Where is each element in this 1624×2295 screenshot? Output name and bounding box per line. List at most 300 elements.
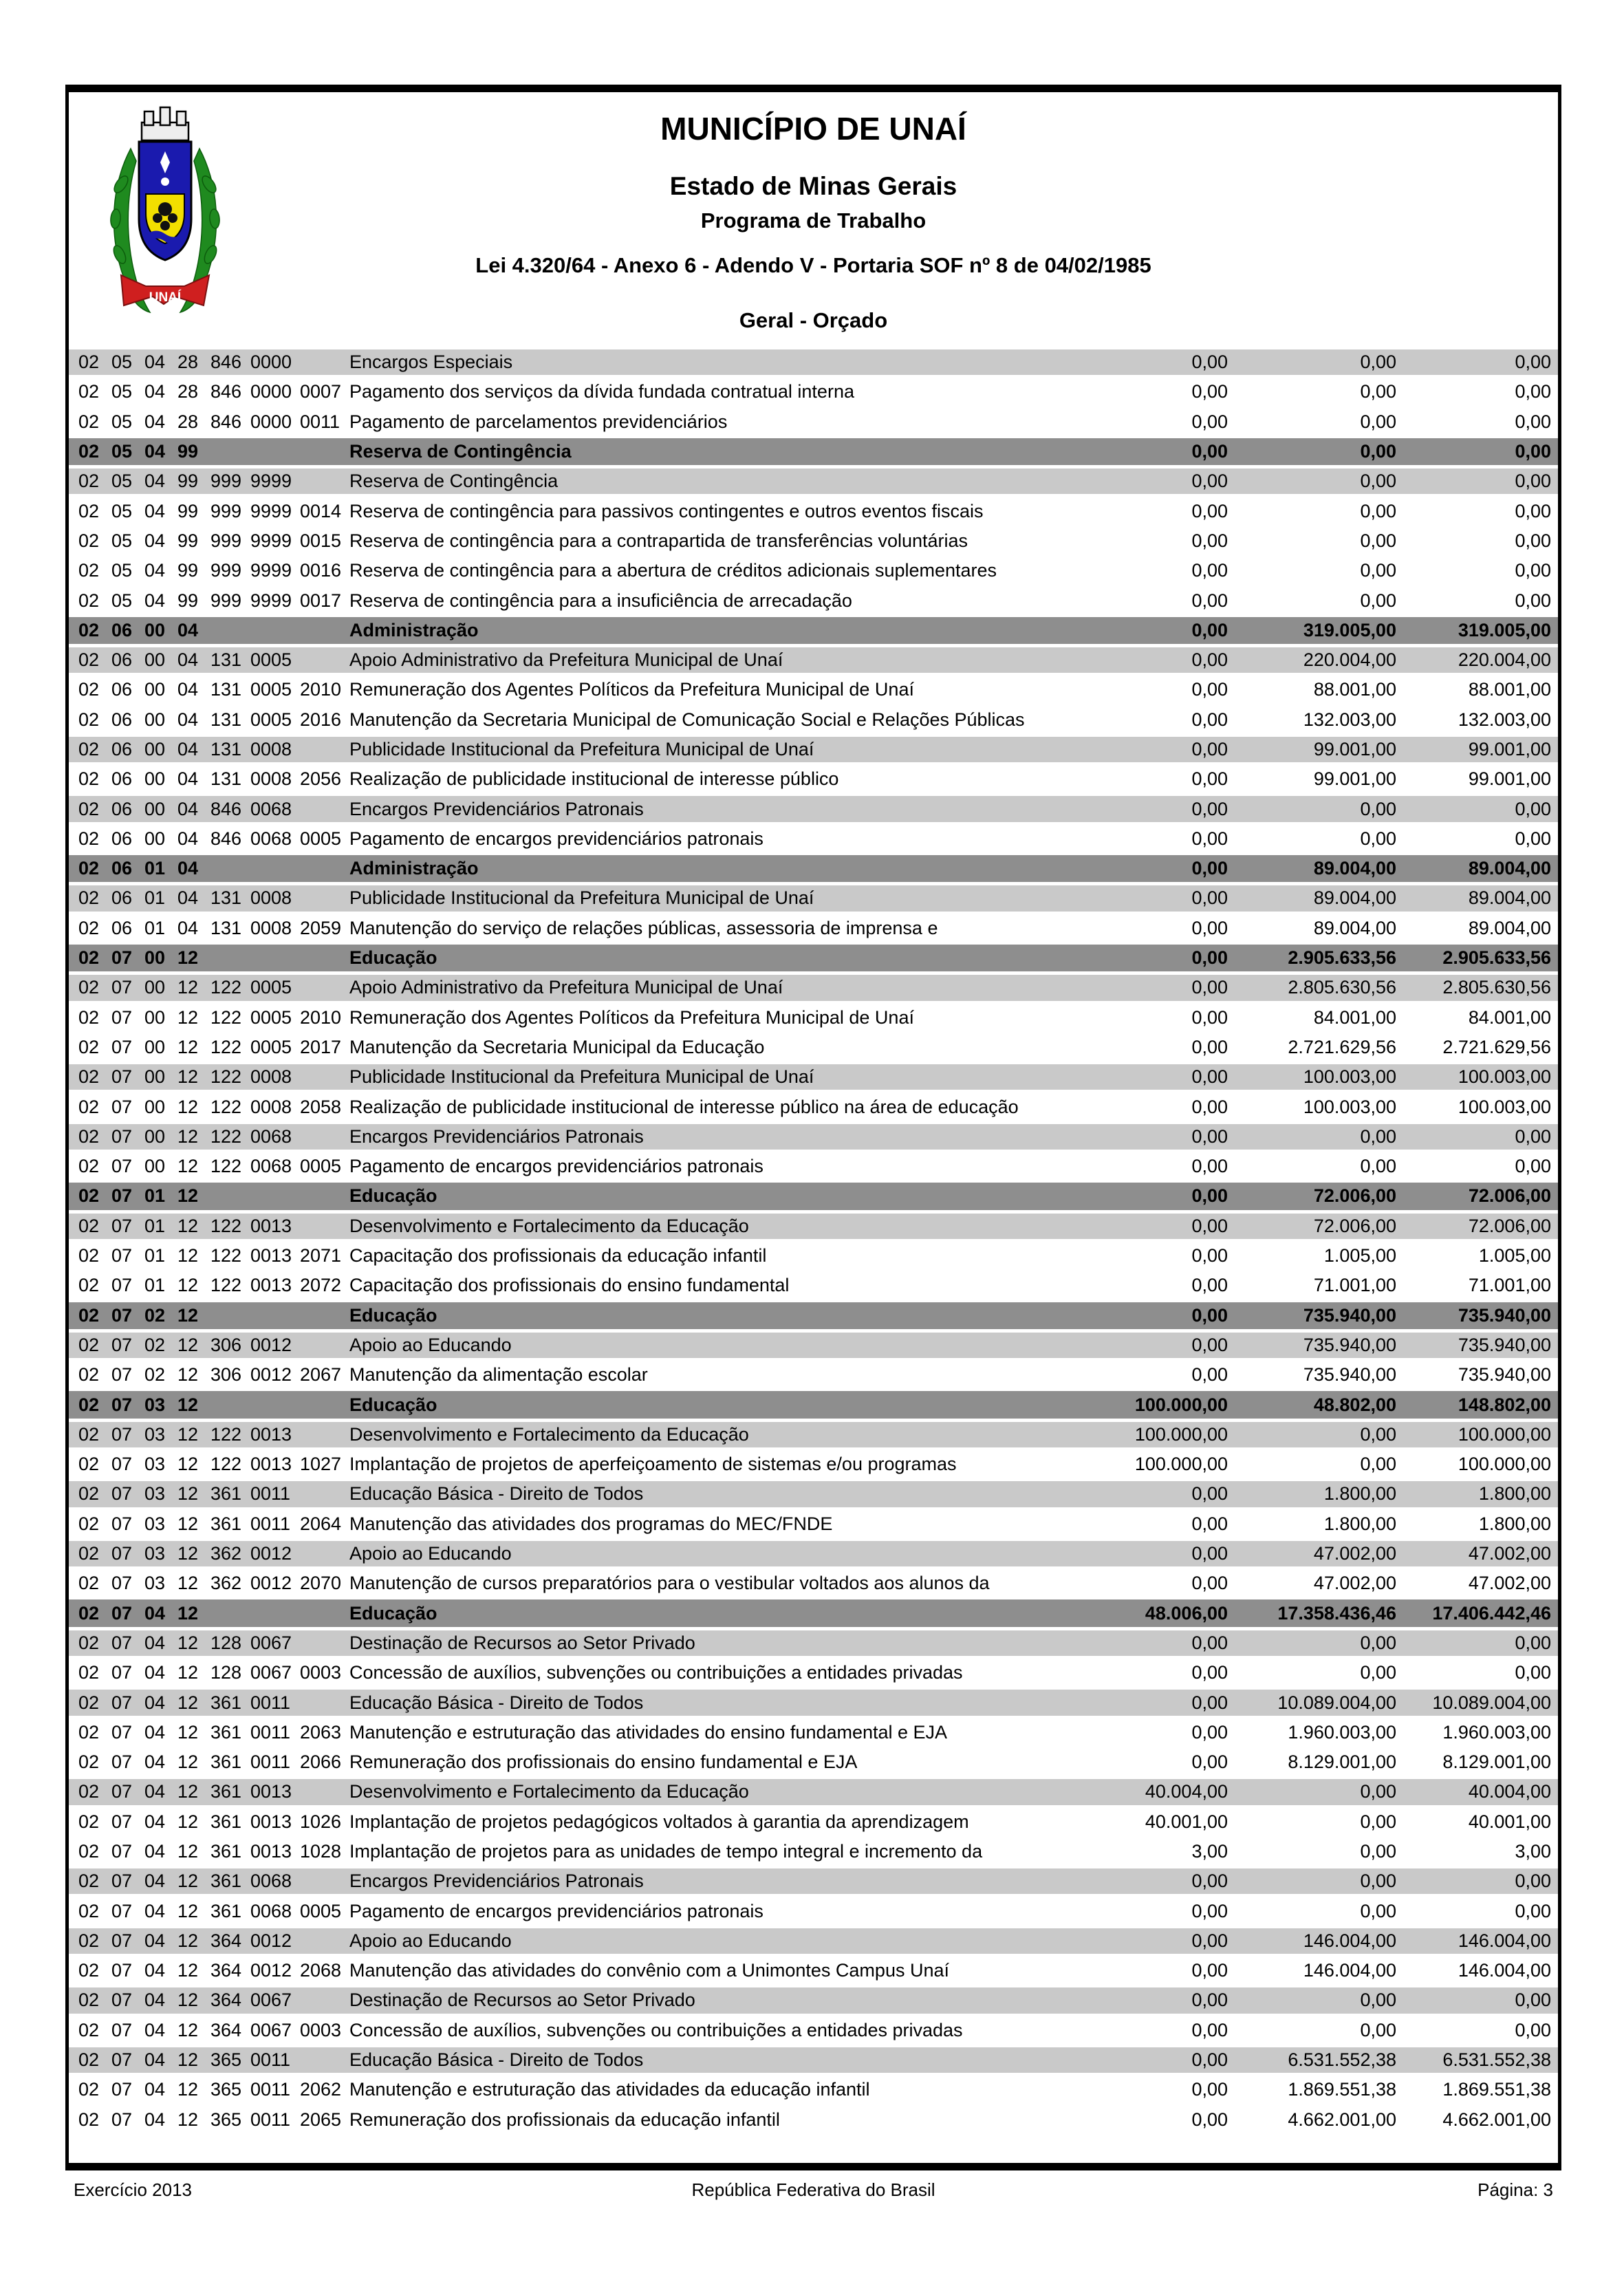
table-row xyxy=(69,1896,1558,1926)
value-budget-column: 1.960.003,00 xyxy=(1288,1721,1396,1743)
value-budget-column: 88.001,00 xyxy=(1313,679,1396,700)
value-total-column: 1.005,00 xyxy=(1478,1245,1551,1267)
value-total-column: 72.006,00 xyxy=(1468,1185,1551,1207)
value-total-column: 735.940,00 xyxy=(1458,1304,1551,1326)
value-current-column: 0,00 xyxy=(1191,1185,1228,1207)
budget-description: Capacitação dos profissionais do ensino fundamental xyxy=(349,1275,790,1296)
value-budget-column: 220.004,00 xyxy=(1303,649,1396,671)
value-total-column: 2.905.633,56 xyxy=(1442,947,1551,969)
budget-description: Educação xyxy=(349,1394,437,1415)
budget-description: Manutenção das atividades do convênio com a Unimontes Campus Unaí xyxy=(349,1960,949,1981)
budget-code: 02 07 00 12 122 0008 2058 xyxy=(78,1096,342,1117)
budget-code: 02 07 03 12 362 0012 2070 xyxy=(78,1573,342,1594)
budget-code: 02 07 01 12 122 0013 2072 xyxy=(78,1275,342,1296)
value-total-column: 319.005,00 xyxy=(1458,619,1551,640)
value-budget-column: 1.869.551,38 xyxy=(1288,2079,1396,2100)
table-row xyxy=(69,1360,1558,1390)
value-current-column: 0,00 xyxy=(1191,1483,1228,1505)
page-title: MUNICÍPIO DE UNAÍ xyxy=(660,111,966,147)
budget-code: 02 07 04 12 364 0012 xyxy=(78,1930,292,1951)
budget-description: Reserva de contingência para a insuficiência de arrecadação xyxy=(349,590,852,611)
table-row xyxy=(69,1866,1558,1896)
table-row xyxy=(69,556,1558,585)
budget-code: 02 07 04 12 365 0011 xyxy=(78,2049,291,2071)
table-row xyxy=(69,437,1558,466)
budget-code: 02 07 03 12 361 0011 2064 xyxy=(78,1513,342,1534)
value-budget-column: 146.004,00 xyxy=(1303,1930,1396,1951)
budget-description: Pagamento de encargos previdenciários patronais xyxy=(349,828,764,849)
value-current-column: 0,00 xyxy=(1191,649,1228,671)
value-total-column: 146.004,00 xyxy=(1458,1960,1551,1981)
table-row xyxy=(69,1330,1558,1360)
value-current-column: 0,00 xyxy=(1191,411,1228,432)
budget-code: 02 07 00 12 122 0068 0005 xyxy=(78,1156,342,1177)
value-current-column: 0,00 xyxy=(1191,1334,1228,1355)
table-row xyxy=(69,1956,1558,1985)
value-total-column: 99.001,00 xyxy=(1468,768,1551,790)
table-row xyxy=(69,1688,1558,1717)
value-budget-column: 99.001,00 xyxy=(1313,739,1396,759)
table-row xyxy=(69,1420,1558,1450)
value-current-column: 40.004,00 xyxy=(1145,1781,1228,1802)
budget-description: Apoio Administrativo da Prefeitura Municipal de Unaí xyxy=(349,977,783,998)
value-current-column: 0,00 xyxy=(1191,1304,1228,1326)
budget-code: 02 06 01 04 131 0008 xyxy=(78,887,292,909)
value-total-column: 47.002,00 xyxy=(1468,1573,1551,1594)
value-budget-column: 0,00 xyxy=(1360,2019,1396,2040)
budget-code: 02 07 04 12 361 0068 xyxy=(78,1871,292,1892)
value-current-column: 0,00 xyxy=(1191,679,1228,700)
value-budget-column: 0,00 xyxy=(1360,1990,1396,2011)
table-row xyxy=(69,1837,1558,1866)
value-current-column: 100.000,00 xyxy=(1134,1454,1228,1475)
value-budget-column: 72.006,00 xyxy=(1313,1215,1396,1236)
budget-code: 02 06 00 04 846 0068 xyxy=(78,798,292,819)
value-budget-column: 1.005,00 xyxy=(1323,1245,1396,1267)
budget-code: 02 07 02 12 306 0012 xyxy=(78,1334,292,1355)
value-budget-column: 0,00 xyxy=(1360,1871,1396,1892)
budget-code: 02 07 04 12 128 0067 0003 xyxy=(78,1662,342,1683)
value-budget-column: 146.004,00 xyxy=(1303,1960,1396,1981)
budget-code: 02 07 03 12 xyxy=(78,1394,199,1415)
budget-description: Educação xyxy=(349,1185,437,1207)
value-budget-column: 47.002,00 xyxy=(1313,1543,1396,1564)
budget-description: Pagamento de encargos previdenciários patronais xyxy=(349,1156,764,1177)
value-budget-column: 319.005,00 xyxy=(1303,619,1396,640)
table-row xyxy=(69,526,1558,556)
value-current-column: 0,00 xyxy=(1191,1692,1228,1713)
budget-description: Reserva de contingência para a contrapartida de transferências voluntárias xyxy=(349,530,968,551)
value-budget-column: 0,00 xyxy=(1360,471,1396,492)
budget-description: Educação xyxy=(349,947,437,969)
budget-description: Remuneração dos Agentes Políticos da Prefeitura Municipal de Unaí xyxy=(349,1006,914,1028)
value-budget-column: 1.800,00 xyxy=(1323,1483,1396,1505)
value-total-column: 100.003,00 xyxy=(1458,1066,1551,1088)
table-row xyxy=(69,585,1558,615)
budget-code: 02 07 04 12 128 0067 xyxy=(78,1632,292,1653)
budget-code: 02 05 04 28 846 0000 xyxy=(78,352,292,373)
table-row xyxy=(69,1777,1558,1807)
budget-code: 02 06 00 04 131 0005 2010 xyxy=(78,679,342,700)
budget-table xyxy=(69,347,1558,2135)
value-budget-column: 0,00 xyxy=(1360,530,1396,551)
value-current-column: 0,00 xyxy=(1191,768,1228,790)
footer-exercise-year: Exercício 2013 xyxy=(74,2179,192,2200)
table-row xyxy=(69,1628,1558,1658)
table-row xyxy=(69,1450,1558,1479)
table-row xyxy=(69,2105,1558,2135)
table-row xyxy=(69,1390,1558,1419)
budget-description: Realização de publicidade institucional de interesse público xyxy=(349,768,839,790)
budget-description: Publicidade Institucional da Prefeitura Municipal de Unaí xyxy=(349,739,814,759)
budget-description: Pagamento de parcelamentos previdenciários xyxy=(349,411,728,432)
value-budget-column: 4.662.001,00 xyxy=(1288,2109,1396,2130)
value-total-column: 4.662.001,00 xyxy=(1442,2109,1551,2130)
budget-code: 02 07 01 12 122 0013 xyxy=(78,1215,292,1236)
value-budget-column: 0,00 xyxy=(1360,1662,1396,1683)
value-budget-column: 0,00 xyxy=(1360,1900,1396,1921)
budget-code: 02 05 04 99 999 9999 0014 xyxy=(78,500,342,521)
value-current-column: 0,00 xyxy=(1191,2109,1228,2130)
table-row xyxy=(69,1747,1558,1777)
value-total-column: 0,00 xyxy=(1515,471,1551,492)
value-budget-column: 1.800,00 xyxy=(1323,1513,1396,1534)
budget-code: 02 05 04 99 999 9999 0016 xyxy=(78,560,342,581)
value-budget-column: 0,00 xyxy=(1360,1454,1396,1475)
value-total-column: 1.960.003,00 xyxy=(1442,1721,1551,1743)
value-total-column: 0,00 xyxy=(1515,1900,1551,1921)
value-current-column: 0,00 xyxy=(1191,1125,1228,1147)
table-row xyxy=(69,675,1558,704)
budget-code: 02 06 00 04 131 0008 xyxy=(78,739,292,759)
value-budget-column: 0,00 xyxy=(1360,1632,1396,1653)
budget-description: Manutenção da Secretaria Municipal de Comunicação Social e Relações Públicas xyxy=(349,709,1025,730)
value-total-column: 10.089.004,00 xyxy=(1432,1692,1551,1713)
budget-description: Desenvolvimento e Fortalecimento da Educação xyxy=(349,1781,749,1802)
table-row xyxy=(69,735,1558,764)
table-row xyxy=(69,914,1558,943)
value-total-column: 84.001,00 xyxy=(1468,1006,1551,1028)
table-row xyxy=(69,1003,1558,1033)
value-total-column: 146.004,00 xyxy=(1458,1930,1551,1951)
value-current-column: 0,00 xyxy=(1191,977,1228,998)
value-total-column: 0,00 xyxy=(1515,1871,1551,1892)
budget-code: 02 07 02 12 306 0012 2067 xyxy=(78,1364,342,1386)
value-budget-column: 0,00 xyxy=(1360,1840,1396,1862)
budget-code: 02 05 04 28 846 0000 0007 xyxy=(78,381,342,402)
value-current-column: 0,00 xyxy=(1191,1513,1228,1534)
budget-code: 02 07 03 12 362 0012 xyxy=(78,1543,292,1564)
value-budget-column: 89.004,00 xyxy=(1313,858,1396,879)
value-total-column: 0,00 xyxy=(1515,500,1551,521)
table-row xyxy=(69,824,1558,854)
table-row xyxy=(69,407,1558,437)
budget-description: Encargos Previdenciários Patronais xyxy=(349,1125,644,1147)
value-total-column: 2.721.629,56 xyxy=(1442,1036,1551,1057)
table-row xyxy=(69,943,1558,973)
budget-code: 02 06 01 04 xyxy=(78,858,199,879)
value-total-column: 0,00 xyxy=(1515,590,1551,611)
table-row xyxy=(69,1598,1558,1628)
value-total-column: 100.000,00 xyxy=(1458,1454,1551,1475)
value-total-column: 6.531.552,38 xyxy=(1442,2049,1551,2071)
budget-code: 02 07 04 12 361 0011 2063 xyxy=(78,1721,342,1743)
table-row xyxy=(69,764,1558,794)
value-current-column: 0,00 xyxy=(1191,1215,1228,1236)
table-row xyxy=(69,1509,1558,1539)
value-budget-column: 17.358.436,46 xyxy=(1277,1602,1396,1624)
value-budget-column: 71.001,00 xyxy=(1313,1275,1396,1296)
value-total-column: 132.003,00 xyxy=(1458,709,1551,730)
value-total-column: 88.001,00 xyxy=(1468,679,1551,700)
value-budget-column: 2.905.633,56 xyxy=(1288,947,1396,969)
value-total-column: 0,00 xyxy=(1515,1125,1551,1147)
value-current-column: 48.006,00 xyxy=(1145,1602,1228,1624)
table-row xyxy=(69,1211,1558,1241)
budget-description: Encargos Previdenciários Patronais xyxy=(349,1871,644,1892)
budget-description: Reserva de contingência para passivos contingentes e outros eventos fiscais xyxy=(349,500,984,521)
value-total-column: 0,00 xyxy=(1515,530,1551,551)
report-frame xyxy=(65,85,1561,2170)
budget-code: 02 05 04 99 999 9999 0017 xyxy=(78,590,342,611)
budget-description: Apoio ao Educando xyxy=(349,1543,512,1564)
value-budget-column: 6.531.552,38 xyxy=(1288,2049,1396,2071)
value-current-column: 0,00 xyxy=(1191,1662,1228,1683)
value-current-column: 0,00 xyxy=(1191,1752,1228,1773)
table-row xyxy=(69,1122,1558,1152)
value-total-column: 89.004,00 xyxy=(1468,917,1551,938)
value-total-column: 0,00 xyxy=(1515,1156,1551,1177)
value-current-column: 0,00 xyxy=(1191,1573,1228,1594)
value-budget-column: 0,00 xyxy=(1360,1423,1396,1445)
budget-description: Manutenção do serviço de relações públicas, assessoria de imprensa e xyxy=(349,917,938,938)
report-name: Programa de Trabalho xyxy=(700,208,927,233)
budget-code: 02 07 04 12 361 0011 2066 xyxy=(78,1752,342,1773)
value-current-column: 0,00 xyxy=(1191,1900,1228,1921)
value-current-column: 0,00 xyxy=(1191,1930,1228,1951)
budget-description: Remuneração dos profissionais do ensino fundamental e EJA xyxy=(349,1752,858,1773)
budget-description: Publicidade Institucional da Prefeitura Municipal de Unaí xyxy=(349,887,814,909)
table-row xyxy=(69,1479,1558,1509)
budget-description: Implantação de projetos para as unidades de tempo integral e incremento da xyxy=(349,1840,983,1862)
budget-code: 02 07 00 12 xyxy=(78,947,199,969)
value-budget-column: 0,00 xyxy=(1360,590,1396,611)
budget-code: 02 07 04 12 361 0013 1028 xyxy=(78,1840,342,1862)
value-total-column: 40.004,00 xyxy=(1468,1781,1551,1802)
value-current-column: 0,00 xyxy=(1191,1275,1228,1296)
value-current-column: 0,00 xyxy=(1191,947,1228,969)
table-row xyxy=(69,2045,1558,2075)
budget-code: 02 06 01 04 131 0008 2059 xyxy=(78,917,342,938)
budget-code: 02 07 04 12 364 0067 0003 xyxy=(78,2019,342,2040)
value-budget-column: 0,00 xyxy=(1360,352,1396,373)
value-total-column: 1.869.551,38 xyxy=(1442,2079,1551,2100)
budget-description: Destinação de Recursos ao Setor Privado xyxy=(349,1632,695,1653)
value-budget-column: 0,00 xyxy=(1360,1125,1396,1147)
budget-description: Concessão de auxílios, subvenções ou contribuições a entidades privadas xyxy=(349,1662,963,1683)
value-current-column: 0,00 xyxy=(1191,1006,1228,1028)
table-row xyxy=(69,1241,1558,1271)
footer-page-number: Página: 3 xyxy=(1477,2179,1553,2200)
value-budget-column: 735.940,00 xyxy=(1303,1364,1396,1386)
budget-description: Encargos Especiais xyxy=(349,352,513,373)
value-budget-column: 2.805.630,56 xyxy=(1288,977,1396,998)
budget-code: 02 07 00 12 122 0005 xyxy=(78,977,292,998)
value-current-column: 3,00 xyxy=(1191,1840,1228,1862)
value-current-column: 0,00 xyxy=(1191,2019,1228,2040)
budget-code: 02 06 00 04 xyxy=(78,619,199,640)
table-row xyxy=(69,2016,1558,2045)
value-total-column: 735.940,00 xyxy=(1458,1364,1551,1386)
budget-description: Implantação de projetos pedagógicos voltados à garantia da aprendizagem xyxy=(349,1811,969,1832)
value-total-column: 100.000,00 xyxy=(1458,1423,1551,1445)
value-total-column: 0,00 xyxy=(1515,798,1551,819)
budget-code: 02 07 04 12 361 0013 xyxy=(78,1781,292,1802)
value-current-column: 0,00 xyxy=(1191,530,1228,551)
value-current-column: 0,00 xyxy=(1191,1036,1228,1057)
value-total-column: 0,00 xyxy=(1515,352,1551,373)
value-total-column: 220.004,00 xyxy=(1458,649,1551,671)
budget-code: 02 06 00 04 131 0005 xyxy=(78,649,292,671)
value-total-column: 3,00 xyxy=(1515,1840,1551,1862)
value-current-column: 0,00 xyxy=(1191,560,1228,581)
budget-description: Manutenção e estruturação das atividades da educação infantil xyxy=(349,2079,870,2100)
budget-description: Manutenção de cursos preparatórios para o vestibular voltados aos alunos da xyxy=(349,1573,990,1594)
value-total-column: 1.800,00 xyxy=(1478,1483,1551,1505)
budget-description: Apoio Administrativo da Prefeitura Municipal de Unaí xyxy=(349,649,783,671)
value-total-column: 72.006,00 xyxy=(1468,1215,1551,1236)
value-budget-column: 0,00 xyxy=(1360,1811,1396,1832)
value-total-column: 0,00 xyxy=(1515,1990,1551,2011)
table-row xyxy=(69,1926,1558,1956)
value-budget-column: 100.003,00 xyxy=(1303,1096,1396,1117)
value-budget-column: 8.129.001,00 xyxy=(1288,1752,1396,1773)
table-row xyxy=(69,1718,1558,1747)
budget-code: 02 07 03 12 361 0011 xyxy=(78,1483,291,1505)
budget-description: Educação Básica - Direito de Todos xyxy=(349,1692,644,1713)
budget-description: Implantação de projetos de aperfeiçoamento de sistemas e/ou programas xyxy=(349,1454,957,1475)
table-row xyxy=(69,973,1558,1002)
table-row xyxy=(69,1301,1558,1330)
value-budget-column: 10.089.004,00 xyxy=(1277,1692,1396,1713)
budget-description: Manutenção da Secretaria Municipal da Educação xyxy=(349,1036,765,1057)
budget-description: Pagamento de encargos previdenciários patronais xyxy=(349,1900,764,1921)
value-current-column: 0,00 xyxy=(1191,381,1228,402)
value-total-column: 89.004,00 xyxy=(1468,858,1551,879)
value-total-column: 100.003,00 xyxy=(1458,1096,1551,1117)
budget-code: 02 07 04 12 365 0011 2062 xyxy=(78,2079,342,2100)
table-row xyxy=(69,1271,1558,1300)
budget-code: 02 06 00 04 131 0008 2056 xyxy=(78,768,342,790)
value-total-column: 71.001,00 xyxy=(1468,1275,1551,1296)
budget-code: 02 05 04 28 846 0000 0011 xyxy=(78,411,340,432)
budget-code: 02 07 04 12 361 0011 xyxy=(78,1692,291,1713)
budget-description: Apoio ao Educando xyxy=(349,1334,512,1355)
value-total-column: 148.802,00 xyxy=(1458,1394,1551,1415)
budget-code: 02 07 00 12 122 0068 xyxy=(78,1125,292,1147)
value-total-column: 0,00 xyxy=(1515,2019,1551,2040)
value-current-column: 0,00 xyxy=(1191,1096,1228,1117)
value-current-column: 0,00 xyxy=(1191,1156,1228,1177)
budget-description: Reserva de contingência para a abertura de créditos adicionais suplementares xyxy=(349,560,997,581)
budget-description: Manutenção da alimentação escolar xyxy=(349,1364,648,1386)
value-current-column: 0,00 xyxy=(1191,1066,1228,1088)
value-total-column: 0,00 xyxy=(1515,411,1551,432)
value-budget-column: 47.002,00 xyxy=(1313,1573,1396,1594)
value-current-column: 0,00 xyxy=(1191,500,1228,521)
table-row xyxy=(69,705,1558,735)
budget-code: 02 07 01 12 122 0013 2071 xyxy=(78,1245,342,1267)
page-footer xyxy=(65,2179,1561,2201)
value-current-column: 0,00 xyxy=(1191,1632,1228,1653)
table-row xyxy=(69,1539,1558,1569)
budget-code: 02 05 04 99 xyxy=(78,441,199,462)
budget-description: Educação Básica - Direito de Todos xyxy=(349,2049,644,2071)
table-row xyxy=(69,377,1558,407)
budget-code: 02 05 04 99 999 9999 xyxy=(78,471,292,492)
budget-code: 02 07 03 12 122 0013 xyxy=(78,1423,292,1445)
value-current-column: 0,00 xyxy=(1191,828,1228,849)
table-row xyxy=(69,466,1558,496)
budget-description: Concessão de auxílios, subvenções ou contribuições a entidades privadas xyxy=(349,2019,963,2040)
budget-code: 02 07 01 12 xyxy=(78,1185,199,1207)
budget-code: 02 06 00 04 846 0068 0005 xyxy=(78,828,342,849)
value-total-column: 8.129.001,00 xyxy=(1442,1752,1551,1773)
value-total-column: 47.002,00 xyxy=(1468,1543,1551,1564)
budget-description: Publicidade Institucional da Prefeitura Municipal de Unaí xyxy=(349,1066,814,1088)
value-current-column: 0,00 xyxy=(1191,1364,1228,1386)
table-row xyxy=(69,1658,1558,1688)
value-current-column: 0,00 xyxy=(1191,798,1228,819)
value-total-column: 0,00 xyxy=(1515,560,1551,581)
budget-description: Encargos Previdenciários Patronais xyxy=(349,798,644,819)
table-row xyxy=(69,854,1558,883)
value-current-column: 100.000,00 xyxy=(1134,1394,1228,1415)
budget-description: Destinação de Recursos ao Setor Privado xyxy=(349,1990,695,2011)
budget-description: Educação xyxy=(349,1602,437,1624)
value-current-column: 0,00 xyxy=(1191,352,1228,373)
value-total-column: 40.001,00 xyxy=(1468,1811,1551,1832)
table-row xyxy=(69,496,1558,526)
value-current-column: 0,00 xyxy=(1191,471,1228,492)
budget-description: Reserva de Contingência xyxy=(349,441,572,462)
budget-description: Remuneração dos profissionais da educação infantil xyxy=(349,2109,780,2130)
value-budget-column: 735.940,00 xyxy=(1303,1304,1396,1326)
budget-description: Desenvolvimento e Fortalecimento da Educação xyxy=(349,1423,749,1445)
budget-description: Manutenção das atividades dos programas do MEC/FNDE xyxy=(349,1513,833,1534)
value-budget-column: 0,00 xyxy=(1360,560,1396,581)
table-row xyxy=(69,883,1558,913)
value-current-column: 0,00 xyxy=(1191,887,1228,909)
table-row xyxy=(69,1092,1558,1121)
budget-description: Administração xyxy=(349,858,479,879)
budget-code: 02 07 00 12 122 0008 xyxy=(78,1066,292,1088)
value-current-column: 0,00 xyxy=(1191,1960,1228,1981)
value-budget-column: 89.004,00 xyxy=(1313,887,1396,909)
value-budget-column: 0,00 xyxy=(1360,411,1396,432)
table-row xyxy=(69,347,1558,377)
value-budget-column: 0,00 xyxy=(1360,1156,1396,1177)
value-current-column: 0,00 xyxy=(1191,739,1228,759)
value-total-column: 735.940,00 xyxy=(1458,1334,1551,1355)
value-current-column: 0,00 xyxy=(1191,1543,1228,1564)
table-row xyxy=(69,1181,1558,1211)
value-budget-column: 735.940,00 xyxy=(1303,1334,1396,1355)
value-budget-column: 48.802,00 xyxy=(1313,1394,1396,1415)
budget-description: Desenvolvimento e Fortalecimento da Educação xyxy=(349,1215,749,1236)
budget-code: 02 07 04 12 364 0067 xyxy=(78,1990,292,2011)
table-row xyxy=(69,1985,1558,2015)
